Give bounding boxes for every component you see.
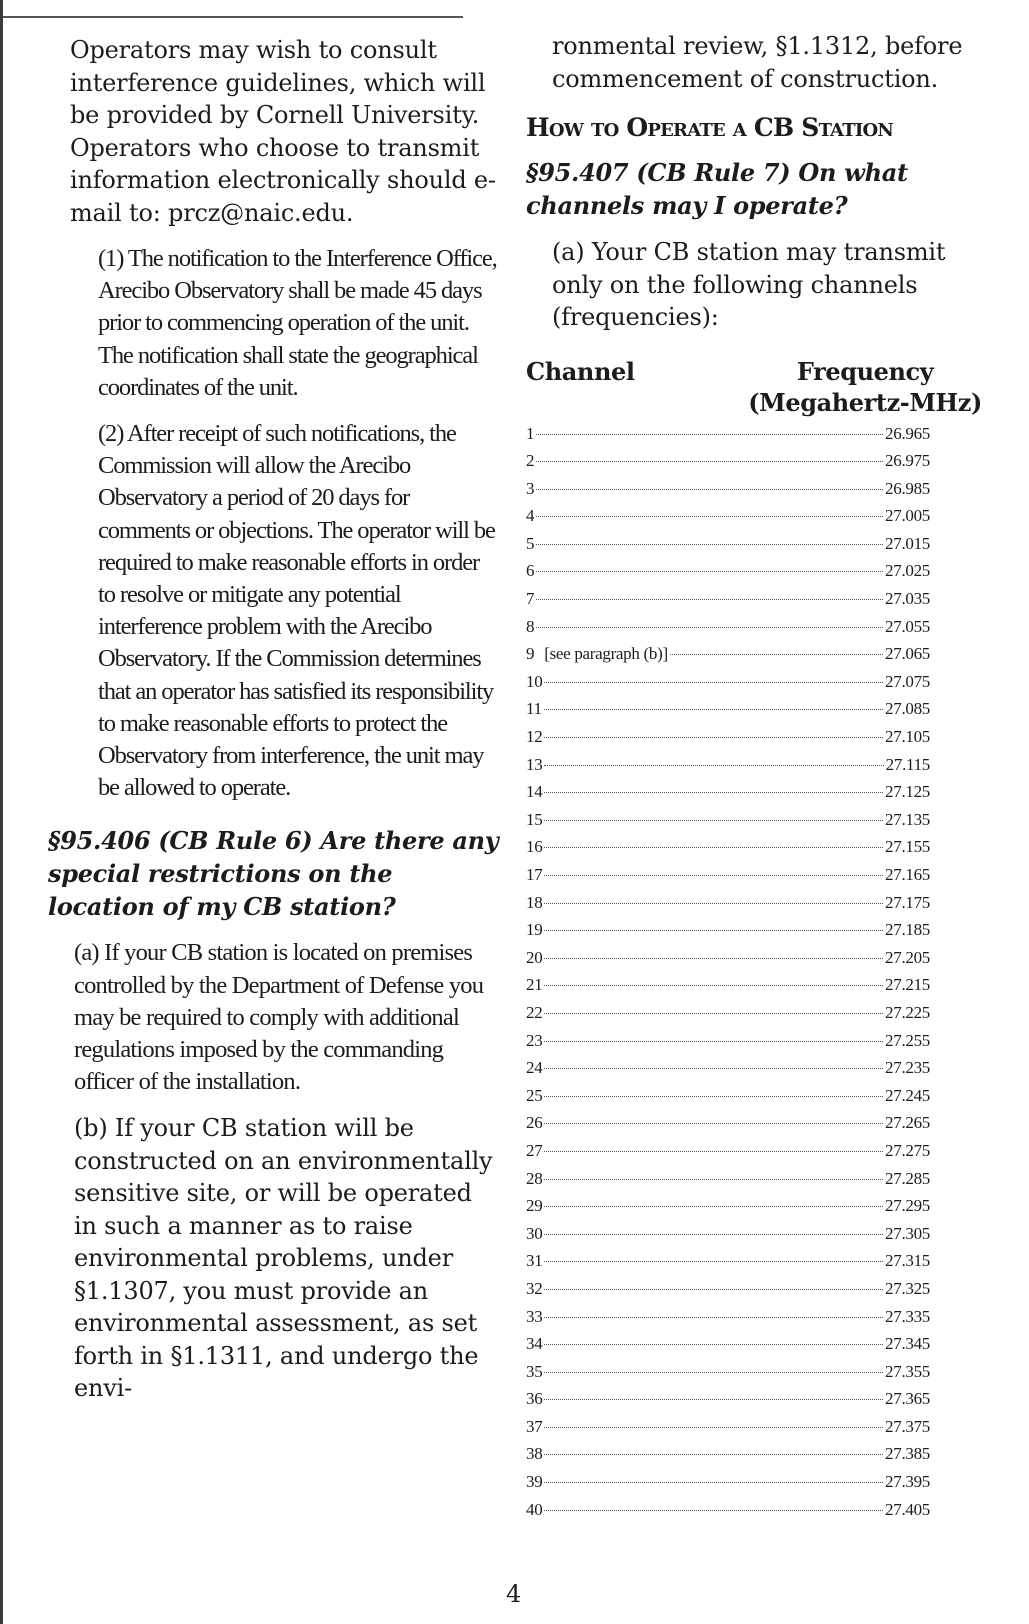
dot-leader xyxy=(536,461,883,462)
channel-number: 15 xyxy=(526,809,543,829)
channel-frequency: 27.285 xyxy=(885,1168,930,1188)
channel-row xyxy=(526,1362,930,1390)
channel-row xyxy=(526,1334,930,1362)
channel-number: 40 xyxy=(526,1499,543,1519)
channel-number: 28 xyxy=(526,1168,543,1188)
rule-6-heading: §95.406 (CB Rule 6) Are there any special restrictions on the location of my CB station? xyxy=(48,826,499,922)
channel-frequency: 27.295 xyxy=(885,1196,930,1216)
dot-leader xyxy=(544,1096,883,1097)
dot-leader xyxy=(544,1234,883,1235)
dot-leader xyxy=(544,1068,883,1069)
channel-frequency: 27.125 xyxy=(885,782,930,802)
channel-row xyxy=(526,1003,930,1031)
channel-row xyxy=(526,1196,930,1224)
channel-number: 25 xyxy=(526,1085,543,1105)
dot-leader xyxy=(544,1289,883,1290)
channel-row xyxy=(526,727,930,755)
channel-number: 12 xyxy=(526,727,543,747)
channel-number: 37 xyxy=(526,1416,543,1436)
channel-row xyxy=(526,672,930,700)
channel-frequency: 27.305 xyxy=(885,1223,930,1243)
dot-leader xyxy=(544,1427,883,1428)
rule-7-heading: §95.407 (CB Rule 7) On what channels may I operate? xyxy=(526,158,908,220)
dot-leader xyxy=(544,1151,883,1152)
channel-frequency: 27.325 xyxy=(885,1278,930,1298)
dot-leader xyxy=(544,1206,883,1207)
channel-number: 9 xyxy=(526,644,535,664)
section-heading: How to Operate a CB Station xyxy=(526,113,893,142)
channel-row xyxy=(526,1113,930,1141)
channel-number: 36 xyxy=(526,1389,543,1409)
channel-frequency: 27.395 xyxy=(885,1472,930,1492)
channel-frequency: 27.085 xyxy=(885,699,930,719)
channel-frequency: 27.245 xyxy=(885,1085,930,1105)
dot-leader xyxy=(544,903,883,904)
channel-frequency: 27.035 xyxy=(885,589,930,609)
channel-number: 22 xyxy=(526,1002,543,1022)
channel-frequency: 27.405 xyxy=(885,1499,930,1519)
channel-row xyxy=(526,1058,930,1086)
channel-frequency: 27.335 xyxy=(885,1306,930,1326)
dot-leader xyxy=(544,1013,883,1014)
left-column xyxy=(48,34,500,1405)
channel-list xyxy=(526,424,976,1528)
channel-frequency: 27.165 xyxy=(885,865,930,884)
dot-leader xyxy=(544,985,883,986)
channel-row xyxy=(526,810,930,838)
channel-row xyxy=(526,1389,930,1417)
channel-frequency: 27.055 xyxy=(885,616,930,636)
page-number: 4 xyxy=(506,1580,522,1608)
page-left-edge xyxy=(0,0,3,1624)
channel-row xyxy=(526,920,930,948)
channel-frequency: 27.005 xyxy=(885,506,930,526)
frequency-column-unit: (Megahertz-MHz) xyxy=(748,387,982,417)
dot-leader xyxy=(544,1399,883,1400)
channel-table-header xyxy=(526,356,982,418)
channel-number: 16 xyxy=(526,837,543,857)
channel-frequency: 27.075 xyxy=(885,671,930,691)
channel-number: 19 xyxy=(526,920,543,940)
channel-frequency: 27.275 xyxy=(885,1140,930,1160)
frequency-column-header xyxy=(748,356,982,418)
dot-leader xyxy=(544,1123,883,1124)
channel-frequency: 26.965 xyxy=(885,423,930,443)
dot-leader xyxy=(544,709,883,710)
dot-leader xyxy=(544,682,883,683)
dot-leader xyxy=(544,1482,883,1483)
dot-leader xyxy=(544,1261,883,1262)
item-2-paragraph: (2) After receipt of such notifications, the Commission will allow the Arecibo Observatory a period of 20 days for comments or objections. The operator will be required to make reasonable efforts in order to resolve or mitigate any potential interference problem with the Arecibo Observatory. If the Commission determines that an operator has satisfied its responsibility to make reasonable efforts to protect the Observatory from interference, the unit may be allowed to operate. xyxy=(98,420,495,802)
channel-number: 3 xyxy=(526,478,535,498)
channel-row xyxy=(526,1444,930,1472)
channel-number: 23 xyxy=(526,1030,543,1050)
channel-row xyxy=(526,1031,930,1059)
channel-frequency: 27.365 xyxy=(885,1389,930,1409)
channel-frequency: 27.375 xyxy=(885,1416,930,1436)
channel-frequency: 27.105 xyxy=(885,727,930,747)
channel-number: 39 xyxy=(526,1472,543,1492)
channel-frequency: 27.155 xyxy=(885,837,930,857)
dot-leader xyxy=(544,1372,883,1373)
channel-row xyxy=(526,948,930,976)
channel-number: 8 xyxy=(526,616,535,636)
channel-frequency: 27.255 xyxy=(885,1030,930,1050)
channel-row xyxy=(526,506,930,534)
right-column xyxy=(526,30,982,1527)
channel-number: 18 xyxy=(526,892,543,912)
channel-row xyxy=(526,1417,930,1445)
channel-frequency: 27.355 xyxy=(885,1361,930,1381)
channel-row xyxy=(526,1307,930,1335)
dot-leader xyxy=(670,654,883,655)
channel-row xyxy=(526,1141,930,1169)
rule-6-paragraph-a: (a) If your CB station is located on premises controlled by the Department of Defense you may be required to comply with additional regulations imposed by the commanding officer of the installation. xyxy=(74,939,484,1096)
channel-frequency: 27.185 xyxy=(885,920,930,940)
channel-number: 35 xyxy=(526,1361,543,1381)
channel-frequency: 27.015 xyxy=(885,533,930,553)
channel-number: 34 xyxy=(526,1334,543,1354)
channel-number: 32 xyxy=(526,1278,543,1298)
dot-leader xyxy=(544,930,883,931)
channel-frequency: 27.205 xyxy=(885,947,930,967)
channel-row xyxy=(526,617,930,645)
dot-leader xyxy=(536,489,883,490)
channel-row xyxy=(526,782,930,810)
channel-row xyxy=(526,699,930,727)
channel-row xyxy=(526,1500,930,1528)
channel-row xyxy=(526,755,930,783)
channel-frequency: 27.135 xyxy=(885,809,930,829)
channel-number: 5 xyxy=(526,533,535,553)
channel-column-header: Channel xyxy=(526,356,635,386)
channel-number: 21 xyxy=(526,975,543,995)
channel-number: 29 xyxy=(526,1196,543,1216)
dot-leader xyxy=(544,1317,883,1318)
channel-number: 24 xyxy=(526,1058,543,1078)
dot-leader xyxy=(536,571,883,572)
dot-leader xyxy=(544,1454,883,1455)
channel-number: 14 xyxy=(526,782,543,802)
channel-row xyxy=(526,893,930,921)
channel-row xyxy=(526,1472,930,1500)
dot-leader xyxy=(536,544,883,545)
dot-leader xyxy=(544,1041,883,1042)
channel-number: 31 xyxy=(526,1251,543,1271)
channel-row xyxy=(526,1086,930,1114)
channel-row xyxy=(526,451,930,479)
channel-row xyxy=(526,1251,930,1279)
channel-note: [see paragraph (b)] xyxy=(544,644,668,664)
channel-frequency: 27.235 xyxy=(885,1058,930,1078)
channel-row xyxy=(526,1169,930,1197)
channel-row xyxy=(526,589,930,617)
dot-leader xyxy=(544,820,883,821)
dot-leader xyxy=(544,875,883,876)
dot-leader xyxy=(544,958,883,959)
item-1-paragraph: (1) The notification to the Interference Office, Arecibo Observatory shall be made 45 days prior to commencing operation of the unit. The notification shall state the geographical coordinates of the unit. xyxy=(98,245,497,401)
channel-row xyxy=(526,424,930,452)
dot-leader xyxy=(544,1510,883,1511)
channel-number: 4 xyxy=(526,506,535,526)
channel-frequency: 27.345 xyxy=(885,1334,930,1354)
channel-row xyxy=(526,1224,930,1252)
dot-leader xyxy=(544,847,883,848)
channel-frequency: 26.975 xyxy=(885,451,930,471)
channel-number: 17 xyxy=(526,865,543,884)
channel-row xyxy=(526,865,930,893)
channel-number: 20 xyxy=(526,947,543,967)
dot-leader xyxy=(544,765,883,766)
channel-number: 1 xyxy=(526,423,535,443)
channel-frequency: 26.985 xyxy=(885,478,930,498)
channel-number: 13 xyxy=(526,754,543,774)
channel-number: 33 xyxy=(526,1306,543,1326)
channel-number: 2 xyxy=(526,451,535,471)
rule-6-paragraph-b: (b) If your CB station will be constructed on an environmentally sensitive site, or will be operated in such a manner as to raise environmental problems, under §1.1307, you must provide an environmental assessment, as set forth in §1.1311, and undergo the envi- xyxy=(74,1114,493,1403)
dot-leader xyxy=(536,627,883,628)
channel-row xyxy=(526,479,930,507)
dot-leader xyxy=(536,516,883,517)
channel-number: 26 xyxy=(526,1113,543,1133)
dot-leader xyxy=(544,1179,883,1180)
top-rule xyxy=(3,16,463,18)
channel-frequency: 27.215 xyxy=(885,975,930,995)
channel-row xyxy=(526,644,930,672)
channel-frequency: 27.025 xyxy=(885,561,930,581)
dot-leader xyxy=(536,599,883,600)
dot-leader xyxy=(536,434,883,435)
rule-7-paragraph-a: (a) Your CB station may transmit only on the following channels (frequencies): xyxy=(552,238,946,331)
channel-number: 6 xyxy=(526,561,535,581)
channel-number: 38 xyxy=(526,1444,543,1464)
continuation-paragraph: ronmental review, §1.1312, before commencement of construction. xyxy=(552,32,963,93)
dot-leader xyxy=(544,1344,883,1345)
channel-row xyxy=(526,561,930,589)
dot-leader xyxy=(544,737,883,738)
frequency-column-title: Frequency xyxy=(796,356,934,386)
channel-frequency: 27.385 xyxy=(885,1444,930,1464)
channel-frequency: 27.265 xyxy=(885,1113,930,1133)
channel-number: 11 xyxy=(526,699,542,719)
channel-frequency: 27.115 xyxy=(885,754,930,774)
channel-frequency: 27.175 xyxy=(885,892,930,912)
channel-row xyxy=(526,975,930,1003)
channel-number: 10 xyxy=(526,671,543,691)
channel-row xyxy=(526,837,930,865)
channel-frequency: 27.225 xyxy=(885,1002,930,1022)
channel-frequency: 27.315 xyxy=(885,1251,930,1271)
channel-number: 7 xyxy=(526,589,535,609)
channel-number: 30 xyxy=(526,1223,543,1243)
channel-number: 27 xyxy=(526,1140,543,1160)
channel-row xyxy=(526,1279,930,1307)
channel-row xyxy=(526,534,930,562)
dot-leader xyxy=(544,792,883,793)
channel-frequency: 27.065 xyxy=(885,644,930,664)
intro-paragraph: Operators may wish to consult interference guidelines, which will be provided by Cornell University. Operators who choose to transmit information electronically should e-mail to: prcz@naic.edu. xyxy=(70,36,496,227)
